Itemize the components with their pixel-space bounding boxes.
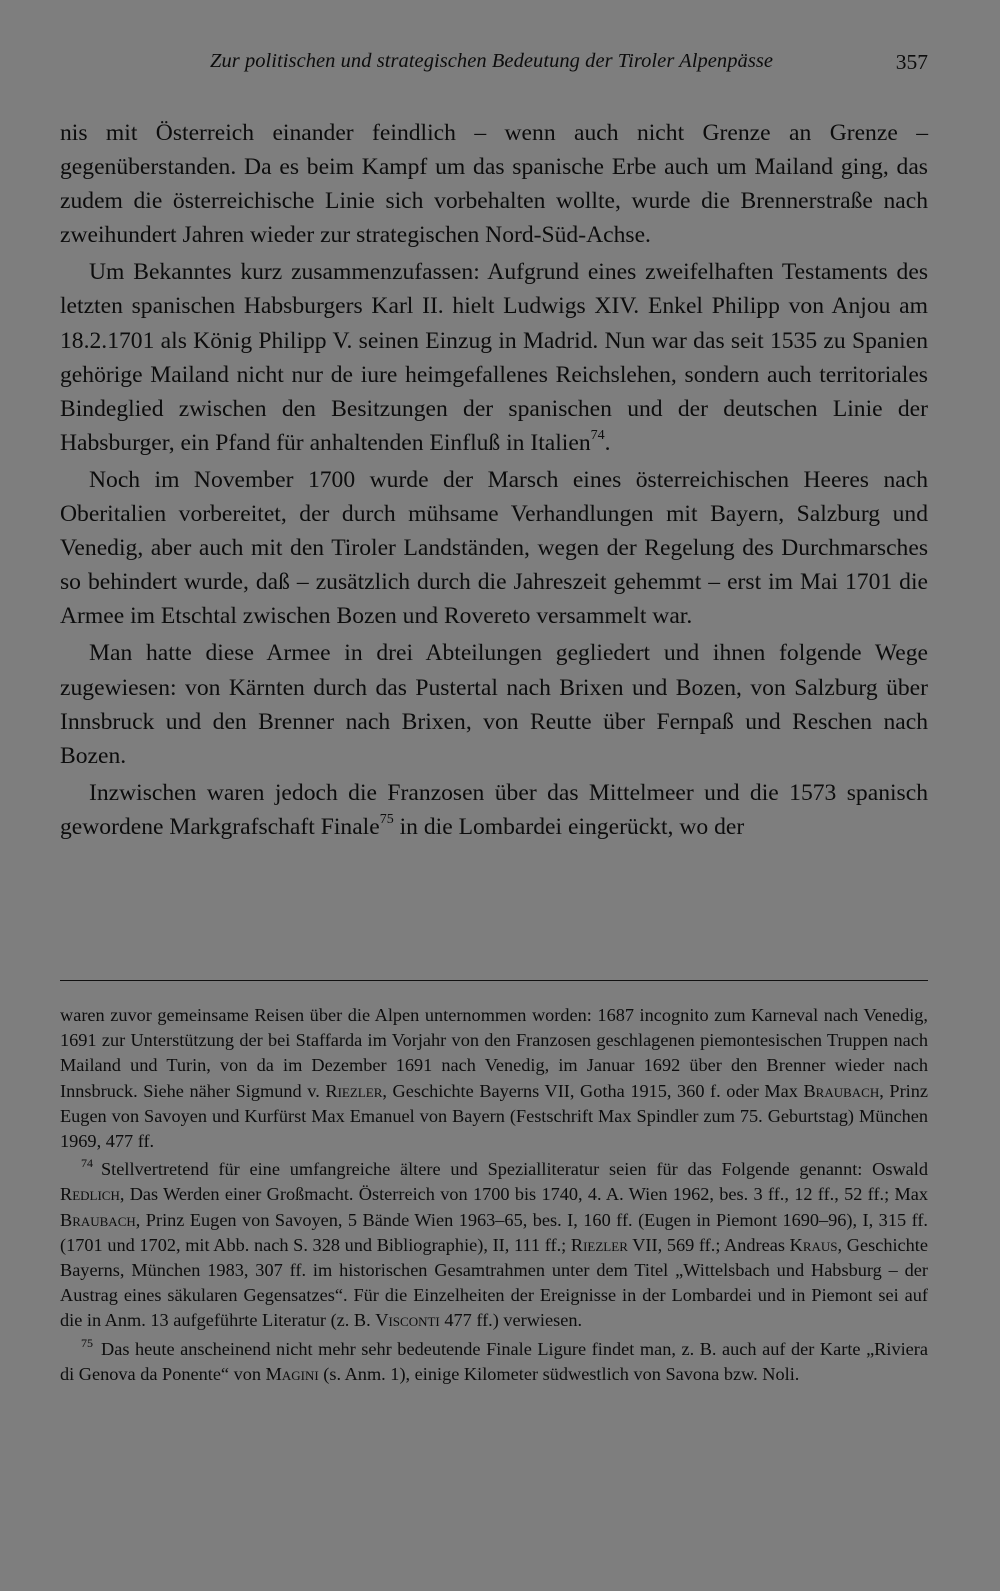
author-name: Redlich <box>60 1184 120 1205</box>
footnote-text: (s. Anm. 1), einige Kilometer südwestlich von Savona bzw. Noli. <box>318 1363 800 1384</box>
paragraph <box>60 776 928 844</box>
author-name: Braubach <box>60 1209 136 1230</box>
footnote-text: , Geschichte Bayerns, München 1983, 307 ff. im historischen Gesamtrahmen unter dem Titel „Wittelsbach und Habsburg – der Austrag eines säkularen Gegensatzes“. Für die Einzelheiten der Ereignisse in der Lombardei und in Piemont sei auf die in Anm. 13 aufgeführte Literatur (z. B. <box>60 1234 928 1331</box>
footnote-reference[interactable]: 75 <box>379 811 394 827</box>
author-name: Magini <box>265 1363 319 1384</box>
paragraph-text: nis mit Österreich einander feindlich – wenn auch nicht Grenze an Grenze – gegenüberstanden. Da es beim Kampf um das spanische Erbe auch um Mailand ging, das zudem die österreichische Linie sich vorbehalten wollte, wurde die Brennerstraße nach zweihundert Jahren wieder zur strategischen Nord-Süd-Achse. <box>60 120 928 249</box>
footnote-marker: 75 <box>81 1335 93 1350</box>
author-name: Braubach <box>803 1080 880 1101</box>
paragraph-text: in die Lombardei eingerückt, wo der <box>393 813 745 840</box>
running-title: Zur politischen und strategischen Bedeutung der Tiroler Alpenpässe <box>210 50 774 72</box>
running-header <box>60 50 928 84</box>
footnote-text: , Prinz Eugen von Savoyen und Kurfürst Max Emanuel von Bayern (Festschrift Max Spindler zum 75. Geburtstag) München 1969, 477 ff. <box>60 1080 929 1152</box>
footnote-text: 477 ff.) verwiesen. <box>439 1310 583 1331</box>
paragraph <box>60 116 928 252</box>
footnote-text: Stellvertretend für eine umfangreiche ältere und Spezialliteratur seien für das Folgende genannt: Oswald <box>101 1159 928 1180</box>
footnote-text: VII, 569 ff.; Andreas <box>627 1234 790 1255</box>
paragraph-text: Noch im November 1700 wurde der Marsch eines österreichischen Heeres nach Oberitalien vorbereitet, der durch mühsame Verhandlungen mit Bayern, Salzburg und Venedig, aber auch mit den Tiroler Landständen, wegen der Regelung des Durchmarsches so behindert wurde, daß – zusätzlich durch die Jahreszeit gehemmt – erst im Mai 1701 die Armee im Etschtal zwischen Bozen und Rovereto versammelt war. <box>60 466 928 630</box>
page-number: 357 <box>895 50 928 74</box>
author-name: Kraus <box>789 1234 838 1255</box>
footnote-74 <box>60 1157 928 1333</box>
footnote-reference[interactable]: 74 <box>590 427 605 443</box>
footnote-text: Das heute anscheinend nicht mehr sehr bedeutende Finale Ligure findet man, z. B. auch auf der Karte „Riviera di Genova da Ponente“ von <box>60 1338 928 1384</box>
footnotes <box>60 1003 928 1387</box>
author-name: Riezler <box>325 1080 383 1101</box>
footnote-text: , Das Werden einer Großmacht. Österreich von 1700 bis 1740, 4. A. Wien 1962, bes. 3 ff., 12 ff., 52 ff.; Max <box>119 1184 928 1205</box>
paragraph-text: Man hatte diese Armee in drei Abteilungen gegliedert und ihnen folgende Wege zugewiesen: von Kärnten durch das Pustertal nach Brixen und Bozen, von Salzburg über Innsbruck und den Brenner nach Brixen, von Reutte über Fernpaß und Reschen nach Bozen. <box>60 640 928 769</box>
footnote-75 <box>60 1337 928 1387</box>
footnote-text: , Prinz Eugen von Savoyen, 5 Bände Wien 1963–65, bes. I, 160 ff. (Eugen in Piemont 1690–96), I, 315 ff. (1701 und 1702, mit Abb. nach S. 328 und Bibliographie), II, 111 ff.; <box>60 1209 928 1255</box>
footnote-text: waren zuvor gemeinsame Reisen über die Alpen unternommen worden: 1687 incognito zum Karneval nach Venedig, 1691 zur Unterstützung der bei Staffarda im Vorjahr von den Franzosen geschlagenen piemontesischen Truppen nach Mailand und Turin, von da im Dezember 1691 nach Venedig, im Januar 1692 über den Brenner wieder nach Innsbruck. Siehe näher Sigmund v. <box>60 1005 928 1101</box>
paragraph <box>60 463 928 633</box>
paragraph <box>60 255 928 460</box>
main-text <box>60 116 928 847</box>
footnote-separator <box>60 980 928 981</box>
author-name: Riezler <box>570 1234 628 1255</box>
author-name: Visconti <box>375 1310 440 1331</box>
footnote-continuation <box>60 1003 928 1154</box>
paragraph <box>60 636 928 772</box>
paragraph-text: Inzwischen waren jedoch die Franzosen über das Mittelmeer und die 1573 spanisch gewordene Markgrafschaft Finale <box>60 779 928 840</box>
footnote-text: , Geschichte Bayerns VII, Gotha 1915, 360 f. oder Max <box>382 1080 804 1101</box>
paragraph-text: Um Bekanntes kurz zusammenzufassen: Aufgrund eines zweifelhaften Testaments des letzten spanischen Habsburgers Karl II. hielt Ludwigs XIV. Enkel Philipp von Anjou am 18.2.1701 als König Philipp V. seinen Einzug in Madrid. Nun war das seit 1535 zu Spanien gehörige Mailand nicht nur de iure heimgefallenes Reichslehen, sondern auch territoriales Bindeglied zwischen den Besitzungen der spanischen und der deutschen Linie der Habsburger, ein Pfand für anhaltenden Einfluß in Italien <box>60 259 928 456</box>
paragraph-text: . <box>604 429 611 456</box>
footnote-marker: 74 <box>81 1156 93 1171</box>
